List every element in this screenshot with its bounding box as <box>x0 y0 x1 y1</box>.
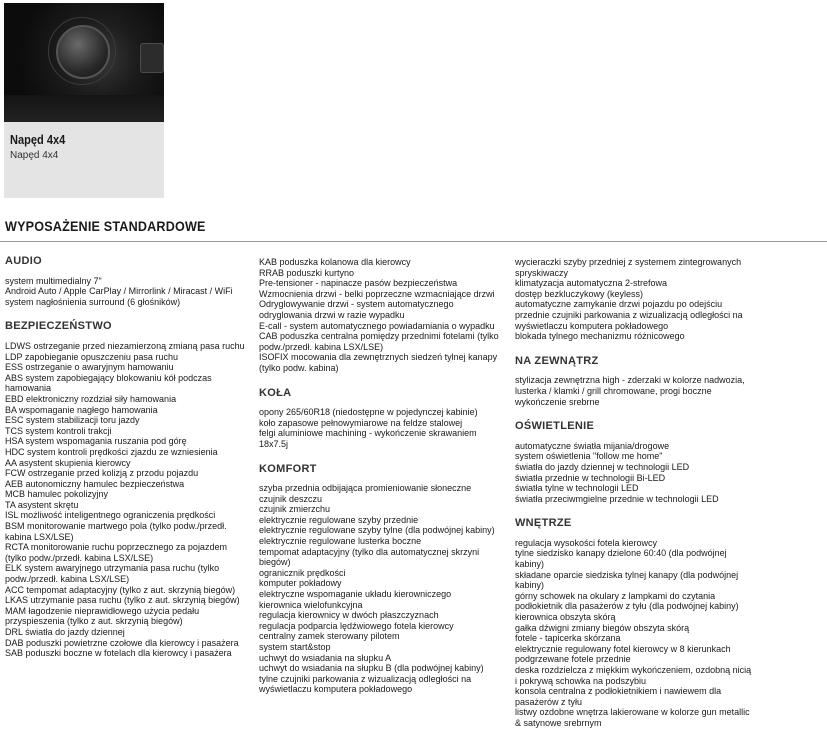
equipment-item: opony 265/60R18 (niedostępne w pojedynczej kabinie) <box>259 407 478 418</box>
equipment-item: system oświetlenia "follow me home" <box>515 451 663 462</box>
equipment-item: RCTA monitorowanie ruchu poprzecznego za pojazdem (tylko podw./przedł. kabina LSX/LSE) <box>5 542 227 563</box>
equipment-item: regulacja kierownicy w dwóch płaszczyznach <box>259 610 439 621</box>
equipment-item: konsola centralna z podłokietnikiem i nawiewem dla pasażerów z tyłu <box>515 686 722 707</box>
drive-mode-knob-icon <box>56 25 110 79</box>
equipment-item: podłokietnik dla pasażerów z tyłu (dla podwójnej kabiny) <box>515 601 739 612</box>
equipment-list <box>259 257 504 374</box>
equipment-item: ACC tempomat adaptacyjny (tylko z aut. skrzynią biegów) <box>5 584 236 595</box>
equipment-item: Android Auto / Apple CarPlay / Mirrorlink / Miracast / WiFi <box>5 286 233 297</box>
card-title: Napęd 4x4 <box>10 132 66 147</box>
equipment-item: CAB poduszka centralna pomiędzy przednimi fotelami (tylko podw./przedł. kabina LSX/LSE) <box>259 331 499 352</box>
equipment-item: wycieraczki szyby przedniej z systemem zintegrowanych spryskiwaczy <box>515 257 742 278</box>
equipment-item: uchwyt do wsiadania na słupku B (dla podwójnej kabiny) <box>259 663 484 674</box>
section-divider <box>0 241 827 242</box>
equipment-item: ESC system stabilizacji toru jazdy <box>5 415 140 426</box>
equipment-item: stylizacja zewnętrzna high - zderzaki w kolorze nadwozia, lusterka / klamki / grill chromowane, progi boczne wykończenie srebrne <box>515 375 745 407</box>
equipment-item: elektrycznie regulowany fotel kierowcy w 8 kierunkach <box>515 643 731 654</box>
equipment-item: FCW ostrzeganie przed kolizją z przodu pojazdu <box>5 468 199 479</box>
equipment-item: E-call - system automatycznego powiadamiania o wypadku <box>259 320 495 331</box>
section-title: WYPOSAŻENIE STANDARDOWE <box>5 218 206 234</box>
equipment-item: czujnik zmierzchu <box>259 504 331 515</box>
equipment-list <box>515 441 755 505</box>
equipment-list <box>5 276 250 308</box>
equipment-item: blokada tylnego mechanizmu różnicowego <box>515 331 685 342</box>
equipment-list <box>515 375 755 407</box>
equipment-item: HSA system wspomagania ruszania pod górę <box>5 436 187 447</box>
equipment-item: LDWS ostrzeganie przed niezamierzoną zmianą pasa ruchu <box>5 340 245 351</box>
group-heading: OŚWIETLENIE <box>515 420 595 433</box>
equipment-item: ESS ostrzeganie o awaryjnym hamowaniu <box>5 362 174 373</box>
console-button-icon <box>140 43 164 73</box>
equipment-item: elektryczne wspomaganie układu kierowniczego <box>259 589 452 600</box>
group-heading: AUDIO <box>5 255 42 267</box>
equipment-item: BSM monitorowanie martwego pola (tylko podw./przedł. kabina LSX/LSE) <box>5 521 227 542</box>
equipment-item: system nagłośnienia surround (6 głośników) <box>5 296 181 307</box>
equipment-list <box>515 257 755 342</box>
equipment-item: kierownica obszyta skórą <box>515 612 616 623</box>
equipment-item: HDC system kontroli prędkości zjazdu ze wzniesienia <box>5 446 218 457</box>
equipment-column-2 <box>259 257 504 709</box>
equipment-item: SAB poduszki boczne w fotelach dla kierowcy i pasażera <box>5 648 232 659</box>
equipment-item: czujnik deszczu <box>259 493 323 504</box>
equipment-item: LDP zapobieganie opuszczeniu pasa ruchu <box>5 351 178 362</box>
equipment-item: tylne czujniki parkowania z wizualizacją odległości na wyświetlaczu komputera pokładowego <box>259 673 472 695</box>
equipment-item: kierownica wielofunkcyjna <box>259 599 363 610</box>
equipment-item: uchwyt do wsiadania na słupku A <box>259 652 392 663</box>
feature-photo <box>4 3 164 122</box>
equipment-item: ISOFIX mocowania dla zewnętrznych siedzeń tylnej kanapy (tylko podw. kabina) <box>259 352 498 373</box>
group-heading: NA ZEWNĄTRZ <box>515 354 599 367</box>
group-heading: WNĘTRZE <box>515 517 572 530</box>
equipment-item: elektrycznie regulowane szyby tylne (dla podwójnej kabiny) <box>259 525 495 536</box>
equipment-item: Odryglowywanie drzwi - system automatycznego odryglowania drzwi w razie wypadku <box>259 299 454 320</box>
equipment-item: ogranicznik prędkości <box>259 567 346 578</box>
equipment-list <box>5 341 250 659</box>
equipment-item: deska rozdzielcza z miękkim wykończeniem, ozdobną nicią i pokrywą schowka na podszybiu <box>515 665 752 686</box>
equipment-item: Pre-tensioner - napinacze pasów bezpieczeństwa <box>259 278 458 289</box>
equipment-item: gałka dźwigni zmiany biegów obszyta skórą <box>515 622 690 633</box>
equipment-item: tylne siedzisko kanapy dzielone 60:40 (dla podwójnej kabiny) <box>515 548 727 570</box>
equipment-item: centralny zamek sterowany pilotem <box>259 631 400 642</box>
equipment-item: LKAS utrzymanie pasa ruchu (tylko z aut. skrzynią biegów) <box>5 595 240 606</box>
equipment-item: KAB poduszka kolanowa dla kierowcy <box>259 257 411 267</box>
equipment-item: komputer pokładowy <box>259 578 342 589</box>
feature-card[interactable] <box>4 3 164 198</box>
equipment-item: AA asystent skupienia kierowcy <box>5 457 131 468</box>
equipment-item: fotele - tapicerka skórzana <box>515 633 621 644</box>
equipment-item: przednie czujniki parkowania z wizualizacją odległości na wyświetlaczu komputera pokładowego <box>515 309 743 331</box>
equipment-item: światła przeciwmgielne przednie w technologii LED <box>515 493 719 504</box>
equipment-item: koło zapasowe pełnowymiarowe na feldze stalowej <box>259 417 463 428</box>
equipment-item: górny schowek na okulary z lampkami do czytania <box>515 590 716 601</box>
equipment-column-3 <box>515 257 755 743</box>
equipment-item: elektrycznie regulowane szyby przednie <box>259 514 419 525</box>
equipment-item: DRL światła do jazdy dziennej <box>5 627 125 637</box>
equipment-list <box>259 407 504 449</box>
equipment-column-1 <box>5 256 250 673</box>
equipment-item: ELK system awaryjnego utrzymania pasa ruchu (tylko podw./przedł. kabina LSX/LSE) <box>5 563 220 585</box>
group-heading: KOŁA <box>259 386 292 399</box>
equipment-item: elektrycznie regulowane lusterka boczne <box>259 536 422 547</box>
equipment-item: tempomat adaptacyjny (tylko dla automatycznej skrzyni biegów) <box>259 546 480 568</box>
equipment-item: światła tylne w technologii LED <box>515 483 639 494</box>
equipment-item: podgrzewane fotele przednie <box>515 654 631 665</box>
equipment-item: system multimedialny 7" <box>5 275 102 286</box>
equipment-item: światła do jazdy dziennej w technologii LED <box>515 461 690 472</box>
equipment-item: MCB hamulec pokolizyjny <box>5 489 109 500</box>
equipment-item: klimatyzacja automatyczna 2-strefowa <box>515 278 668 289</box>
equipment-list <box>259 483 504 695</box>
equipment-item: BA wspomaganie nagłego hamowania <box>5 404 158 415</box>
equipment-item: MAM łagodzenie nieprawidłowego użycia pedału przyspieszenia (tylko z aut. skrzynią biegów) <box>5 605 200 627</box>
equipment-item: Wzmocnienia drzwi - belki poprzeczne wzmacniające drzwi <box>259 288 495 299</box>
equipment-item: szyba przednia odbijająca promieniowanie słoneczne <box>259 483 472 494</box>
equipment-item: światła przednie w technologii Bi-LED <box>515 472 666 483</box>
console-trim <box>4 95 164 122</box>
card-subtitle: Napęd 4x4 <box>10 150 59 161</box>
equipment-item: AEB autonomiczny hamulec bezpieczeństwa <box>5 478 185 489</box>
equipment-item: system start&stop <box>259 642 331 652</box>
equipment-item: listwy ozdobne wnętrza lakierowane w kolorze gun metallic & satynowe srebrnym <box>515 707 750 728</box>
equipment-item: RRAB poduszki kurtyno <box>259 267 355 278</box>
equipment-item: EBD elektroniczny rozdział siły hamowania <box>5 393 177 404</box>
equipment-item: regulacja podparcia lędźwiowego fotela kierowcy <box>259 620 454 631</box>
group-heading: BEZPIECZEŃSTWO <box>5 320 112 333</box>
equipment-item: felgi aluminiowe machining - wykończenie skrawaniem 18x7.5j <box>259 428 477 449</box>
group-heading: KOMFORT <box>259 462 317 475</box>
equipment-item: regulacja wysokości fotela kierowcy <box>515 537 658 548</box>
equipment-item: ABS system zapobiegający blokowaniu kół podczas hamowania <box>5 372 212 394</box>
equipment-item: automatyczne zamykanie drzwi pojazdu po odejściu <box>515 299 723 310</box>
equipment-item: automatyczne światła mijania/drogowe <box>515 440 670 451</box>
equipment-item: TCS system kontroli trakcji <box>5 425 112 436</box>
equipment-list <box>515 538 755 729</box>
equipment-item: TA asystent skrętu <box>5 499 79 510</box>
equipment-item: DAB poduszki powietrzne czołowe dla kierowcy i pasażera <box>5 637 239 648</box>
equipment-item: ISL możliwość inteligentnego ograniczenia prędkości <box>5 510 216 521</box>
equipment-item: składane oparcie siedziska tylnej kanapy (dla podwójnej kabiny) <box>515 569 739 591</box>
equipment-item: dostęp bezkluczykowy (keyless) <box>515 288 644 299</box>
